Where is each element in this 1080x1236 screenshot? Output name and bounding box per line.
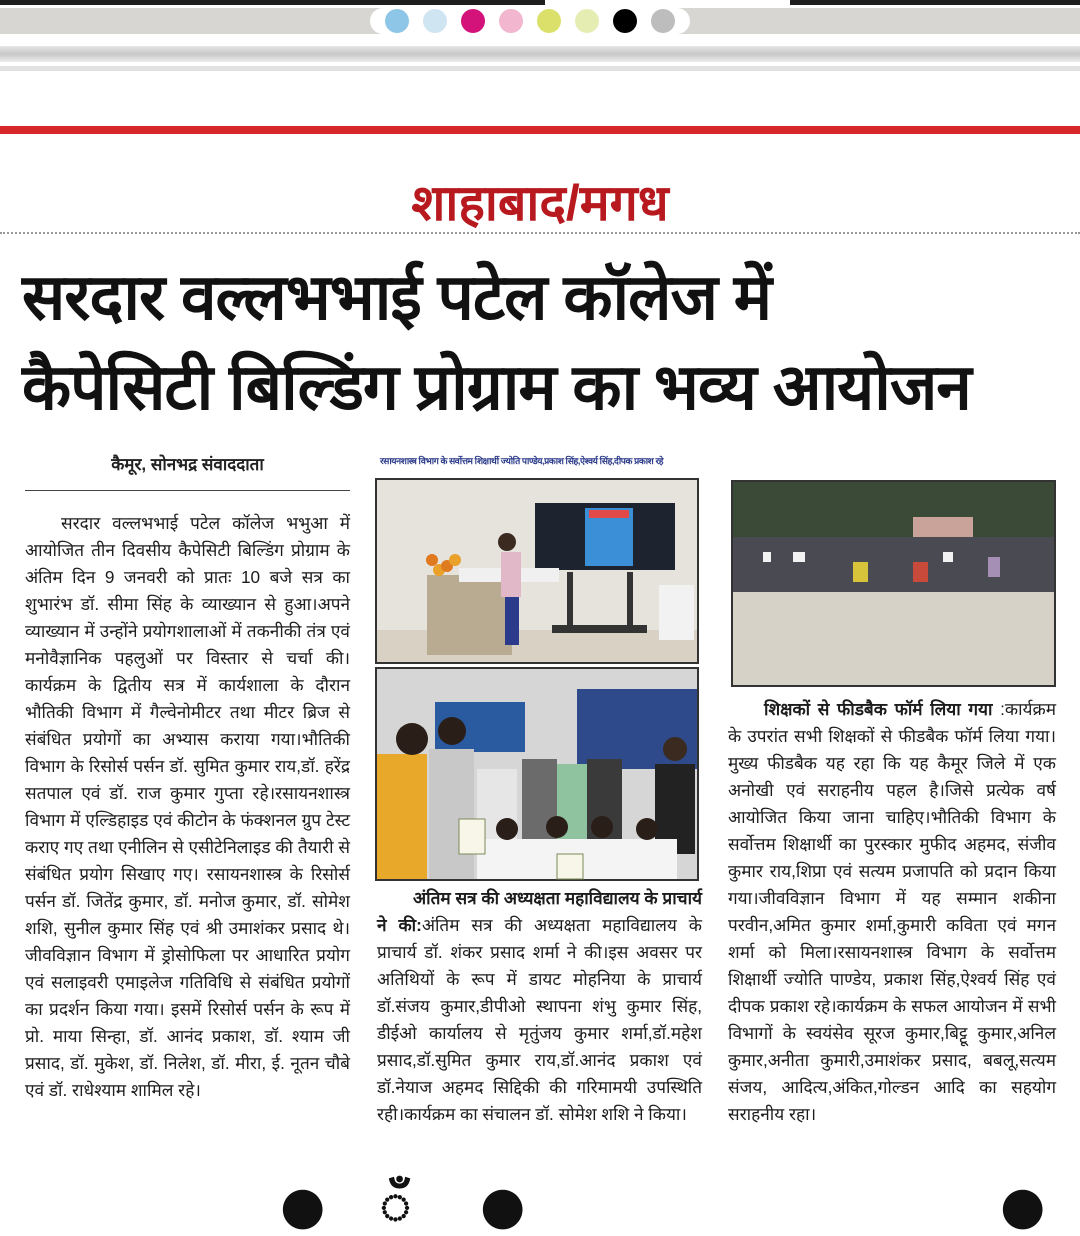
column-1-text: सरदार वल्लभभाई पटेल कॉलेज भभुआ में आयोजित तीन दिवसीय कैपेसिटी बिल्डिंग प्रोग्राम के अंतिम दिन 9 जनवरी को प्रातः 10 बजे सत्र का शुभारंभ डॉ. सीमा सिंह के व्याख्यान से हुआ।अपने व्याख्यान में उन्होंने प्रयोगशालाओं में तकनीकी तंत्र एवं मनोवैज्ञानिक पहलुओं पर विस्तार से चर्चा की।कार्यक्रम के द्वितीय सत्र में कार्यशाला के दौरान भौतिकी विभाग में गैल्वेनोमीटर तथा मीटर ब्रिज से संबंधित प्रयोगों का अभ्यास कराया गया।भौतिकी विभाग के रिसोर्स पर्सन डॉ. सुमित कुमार राय,डॉ. हरेंद्र सतपाल एवं डॉ. राज कुमार गुप्ता रहे।रसायनशास्त्र विभाग में एल्डिहाइड एवं कीटोन के फंक्शनल ग्रुप टेस्ट कराए गए तथा एनीलिन से एसीटेनिलाइड की तैयारी से संबंधित प्रयोग सिखाए गए। रसायनशास्त्र के रिसोर्स पर्सन डॉ. जितेंद्र कुमार, डॉ. मनोज कुमार, डॉ. सोमेश शशि, सुनील कुमार सिंह एवं श्री उमाशंकर प्रसाद थे।जीवविज्ञान विभाग में ड्रोसोफिला पर आधारित प्रयोग एवं सलाइवरी एमाइलेज गतिविधि से संबंधित प्रयोगों का प्रदर्शन किया गया। इसमें रिसोर्स पर्सन के रूप में प्रो. माया सिन्हा, डॉ. आनंद प्रकाश, डॉ. श्याम जी प्रसाद, डॉ. मुकेश, डॉ. निलेश, डॉ. मीरा, ई. नूतन चौबे एवं डॉ. राधेश्याम शामिल रहे। — [25, 513, 350, 1100]
photo-caption-headline: रसायनशास्त्र विभाग के सर्वोत्तम शिक्षार्थी ज्योति पाण्डेय,प्रकाश सिंह,ऐश्वर्य सिंह,दीपक प्रकाश रहे — [380, 456, 664, 466]
registration-dot — [613, 9, 637, 33]
article-column-2 — [377, 885, 702, 1128]
section-title: शाहाबाद/मगध — [411, 175, 669, 231]
article-column-1 — [25, 510, 350, 1104]
registration-dot — [385, 9, 409, 33]
red-header-rule — [0, 126, 1080, 134]
photo-lecture — [375, 478, 699, 664]
print-band-thin — [0, 66, 1080, 71]
lecture-photo-image — [377, 480, 697, 662]
headline — [22, 252, 1062, 432]
registration-dot — [499, 9, 523, 33]
column-2-text: अंतिम सत्र की अध्यक्षता महाविद्यालय के प्राचार्य डॉ. शंकर प्रसाद शर्मा ने की।इस अवसर पर अतिथियों के रूप में डायट मोहनिया के प्राचार्य डॉ.संजय कुमार,डीपीओ स्थापना शंभु कुमार सिंह, डीईओ कार्यालय से मृतुंजय कुमार शर्मा,डॉ.महेश प्रसाद,डॉ.सुमित कुमार राय,डॉ.आनंद प्रकाश एवं डॉ.नेयाज अहमद सिद्दिकी की गरिमामयी उपस्थिति रही।कार्यक्रम का संचालन डॉ. सोमेश शशि ने किया। — [377, 915, 702, 1124]
print-gradient-band — [0, 46, 1080, 62]
certificates-photo-image — [377, 669, 697, 879]
top-crop-bar — [0, 0, 1080, 5]
dotted-divider — [0, 232, 1080, 234]
photo-certificates — [375, 667, 699, 881]
column-2-paragraph — [377, 885, 702, 1128]
column-3-text: :कार्यक्रम के उपरांत सभी शिक्षकों से फीडबैक फॉर्म लिया गया। मुख्य फीडबैक यह रहा कि यह कैमूर जिले में एक अनोखी एवं सराहनीय पहल है।जिसे प्रत्येक वर्ष आयोजित किया जाना चाहिए।भौतिकी विभाग के सर्वोत्तम शिक्षार्थी का पुरस्कार मुफीद अहमद, संजीव कुमार राय,शिप्रा एवं सत्यम प्रजापति को प्रदान किया गया।जीवविज्ञान विभाग में यह सम्मान शकीना परवीन,अमित कुमार शर्मा,कुमारी कविता एवं मगन शर्मा को मिला।रसायनशास्त्र विभाग के सर्वोत्तम शिक्षार्थी ज्योति पाण्डेय, प्रकाश सिंह,ऐश्वर्य सिंह एवं दीपक प्रकाश रहे।कार्यक्रम के सफल आयोजन में सभी विभागों के स्वयंसेव सूरज कुमार,बिट्टू कुमार,अनिल कुमार,अनीता कुमारी,उमाशंकर प्रसाद, बबलू,सत्यम संजय, आदित्य,अंकित,गोल्डन आदि का सहयोग सराहनीय रहा। — [728, 699, 1056, 1124]
headline-line-1: सरदार वल्लभभाई पटेल कॉलेज में — [22, 261, 772, 333]
registration-dot — [575, 9, 599, 33]
registration-dot — [651, 9, 675, 33]
registration-dot — [537, 9, 561, 33]
registration-dot — [423, 9, 447, 33]
registration-dot — [461, 9, 485, 33]
column-2-subheading: अंतिम सत्र की अध्यक्षता महाविद्यालय के प्राचार्य ने की: — [377, 888, 702, 935]
photo-group-outdoors — [731, 480, 1056, 687]
color-dots — [370, 8, 690, 34]
next-headline-cropped: ● ँ ● ● — [280, 1176, 1046, 1236]
group-photo-image — [733, 482, 1054, 685]
headline-line-2: कैपेसिटी बिल्डिंग प्रोग्राम का भव्य आयोजन — [22, 351, 971, 423]
byline: कैमूर, सोनभद्र संवाददाता — [111, 455, 264, 474]
byline-rule — [25, 490, 350, 491]
column-3-paragraph — [728, 696, 1056, 1128]
column-3-subheading: शिक्षकों से फीडबैक फॉर्म लिया गया — [764, 699, 993, 719]
article-column-3 — [728, 696, 1056, 1128]
registration-color-strip — [0, 8, 1080, 34]
